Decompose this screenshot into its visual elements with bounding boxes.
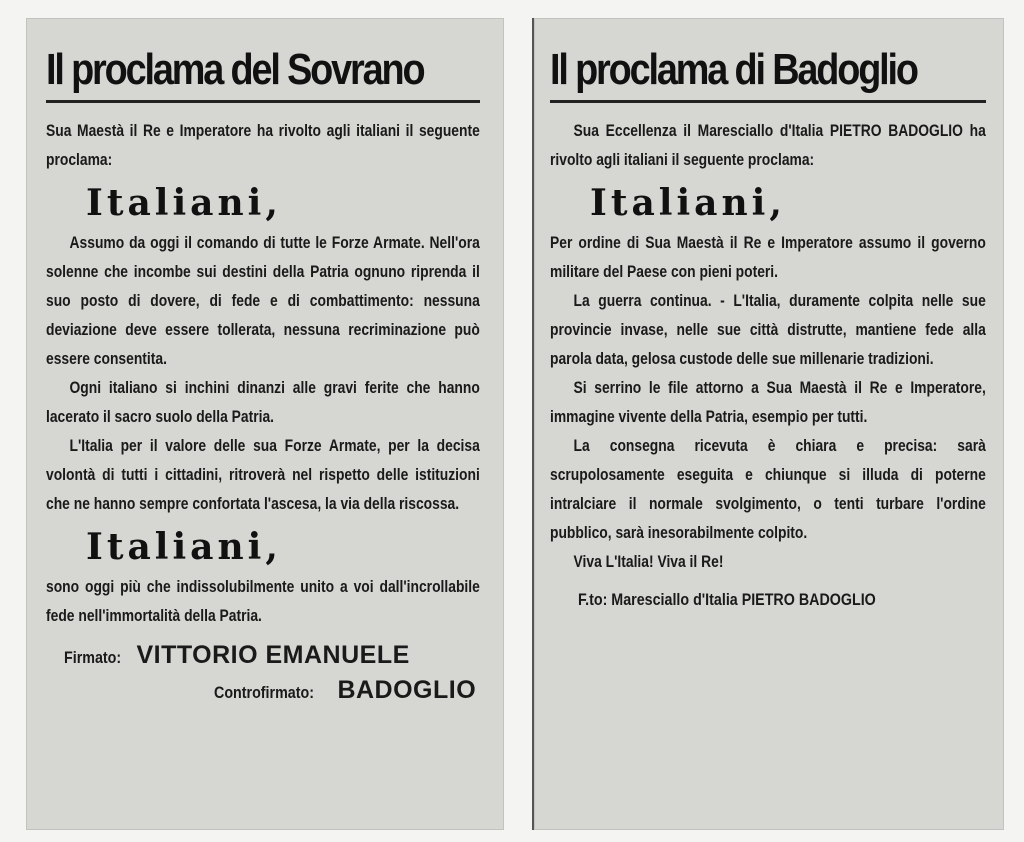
right-clipping (532, 18, 1004, 830)
left-countersignature (214, 676, 480, 705)
right-paragraph-2: La guerra continua. - L'Italia, duramente colpita nelle sue provincie invase, nelle sue città distrutte, mantiene fede alla parola data, gelosa custode delle sue millenarie tradizioni. (550, 292, 986, 368)
left-italiani-2: Italiani, (86, 526, 282, 568)
signed-name: VITTORIO EMANUELE (136, 641, 410, 669)
countersigned-label: Controfirmato: (214, 683, 314, 702)
left-intro: Sua Maestà il Re e Imperatore ha rivolto agli italiani il seguente proclama: (46, 122, 480, 169)
right-paragraph-4: La consegna ricevuta è chiara e precisa: sarà scrupolosamente eseguita e chiunque si illuda di poterne intralciare il normale svolgimento, o tenti turbare l'ordine pubblico, sarà inesorabilmente colpito. (550, 437, 986, 542)
left-paragraph-3: L'Italia per il valore delle sua Forze Armate, per la decisa volontà di tutti i cittadini, ritroverà nel rispetto delle istituzioni che ne hanno sempre confortata l'ascesa, la via della riscossa. (46, 437, 480, 513)
left-signature (64, 641, 480, 670)
right-paragraph-3: Si serrino le file attorno a Sua Maestà il Re e Imperatore, immagine vivente della Patria, esempio per tutti. (550, 379, 986, 426)
right-signature: F.to: Maresciallo d'Italia PIETRO BADOGLIO (578, 590, 876, 609)
left-paragraph-1: Assumo da oggi il comando di tutte le Forze Armate. Nell'ora solenne che incombe sui destini della Patria ognuno riprenda il suo posto di dovere, di fede e di combattimento: nessuna deviazione deve essere tollerata, nessuna recriminazione può essere consentita. (46, 234, 480, 368)
signed-label: Firmato: (64, 648, 122, 667)
right-headline-rule (550, 100, 986, 103)
left-headline-rule (46, 100, 480, 103)
right-paragraph-1: Per ordine di Sua Maestà il Re e Imperatore assumo il governo militare del Paese con pieni poteri. (550, 234, 986, 281)
left-clipping (26, 18, 504, 830)
left-italiani-1: Italiani, (86, 182, 282, 224)
left-headline: Il proclama del Sovrano (46, 45, 424, 94)
left-paragraph-4: sono oggi più che indissolubilmente unito a voi dall'incrollabile fede nell'immortalità della Patria. (46, 578, 480, 625)
right-headline: Il proclama di Badoglio (550, 45, 917, 94)
right-paragraph-5: Viva L'Italia! Viva il Re! (573, 553, 724, 571)
right-italiani: Italiani, (590, 182, 786, 224)
left-paragraph-2: Ogni italiano si inchini dinanzi alle gravi ferite che hanno lacerato il sacro suolo della Patria. (46, 379, 480, 426)
countersigned-name: BADOGLIO (337, 676, 477, 704)
right-intro: Sua Eccellenza il Maresciallo d'Italia PIETRO BADOGLIO ha rivolto agli italiani il seguente proclama: (550, 122, 986, 169)
